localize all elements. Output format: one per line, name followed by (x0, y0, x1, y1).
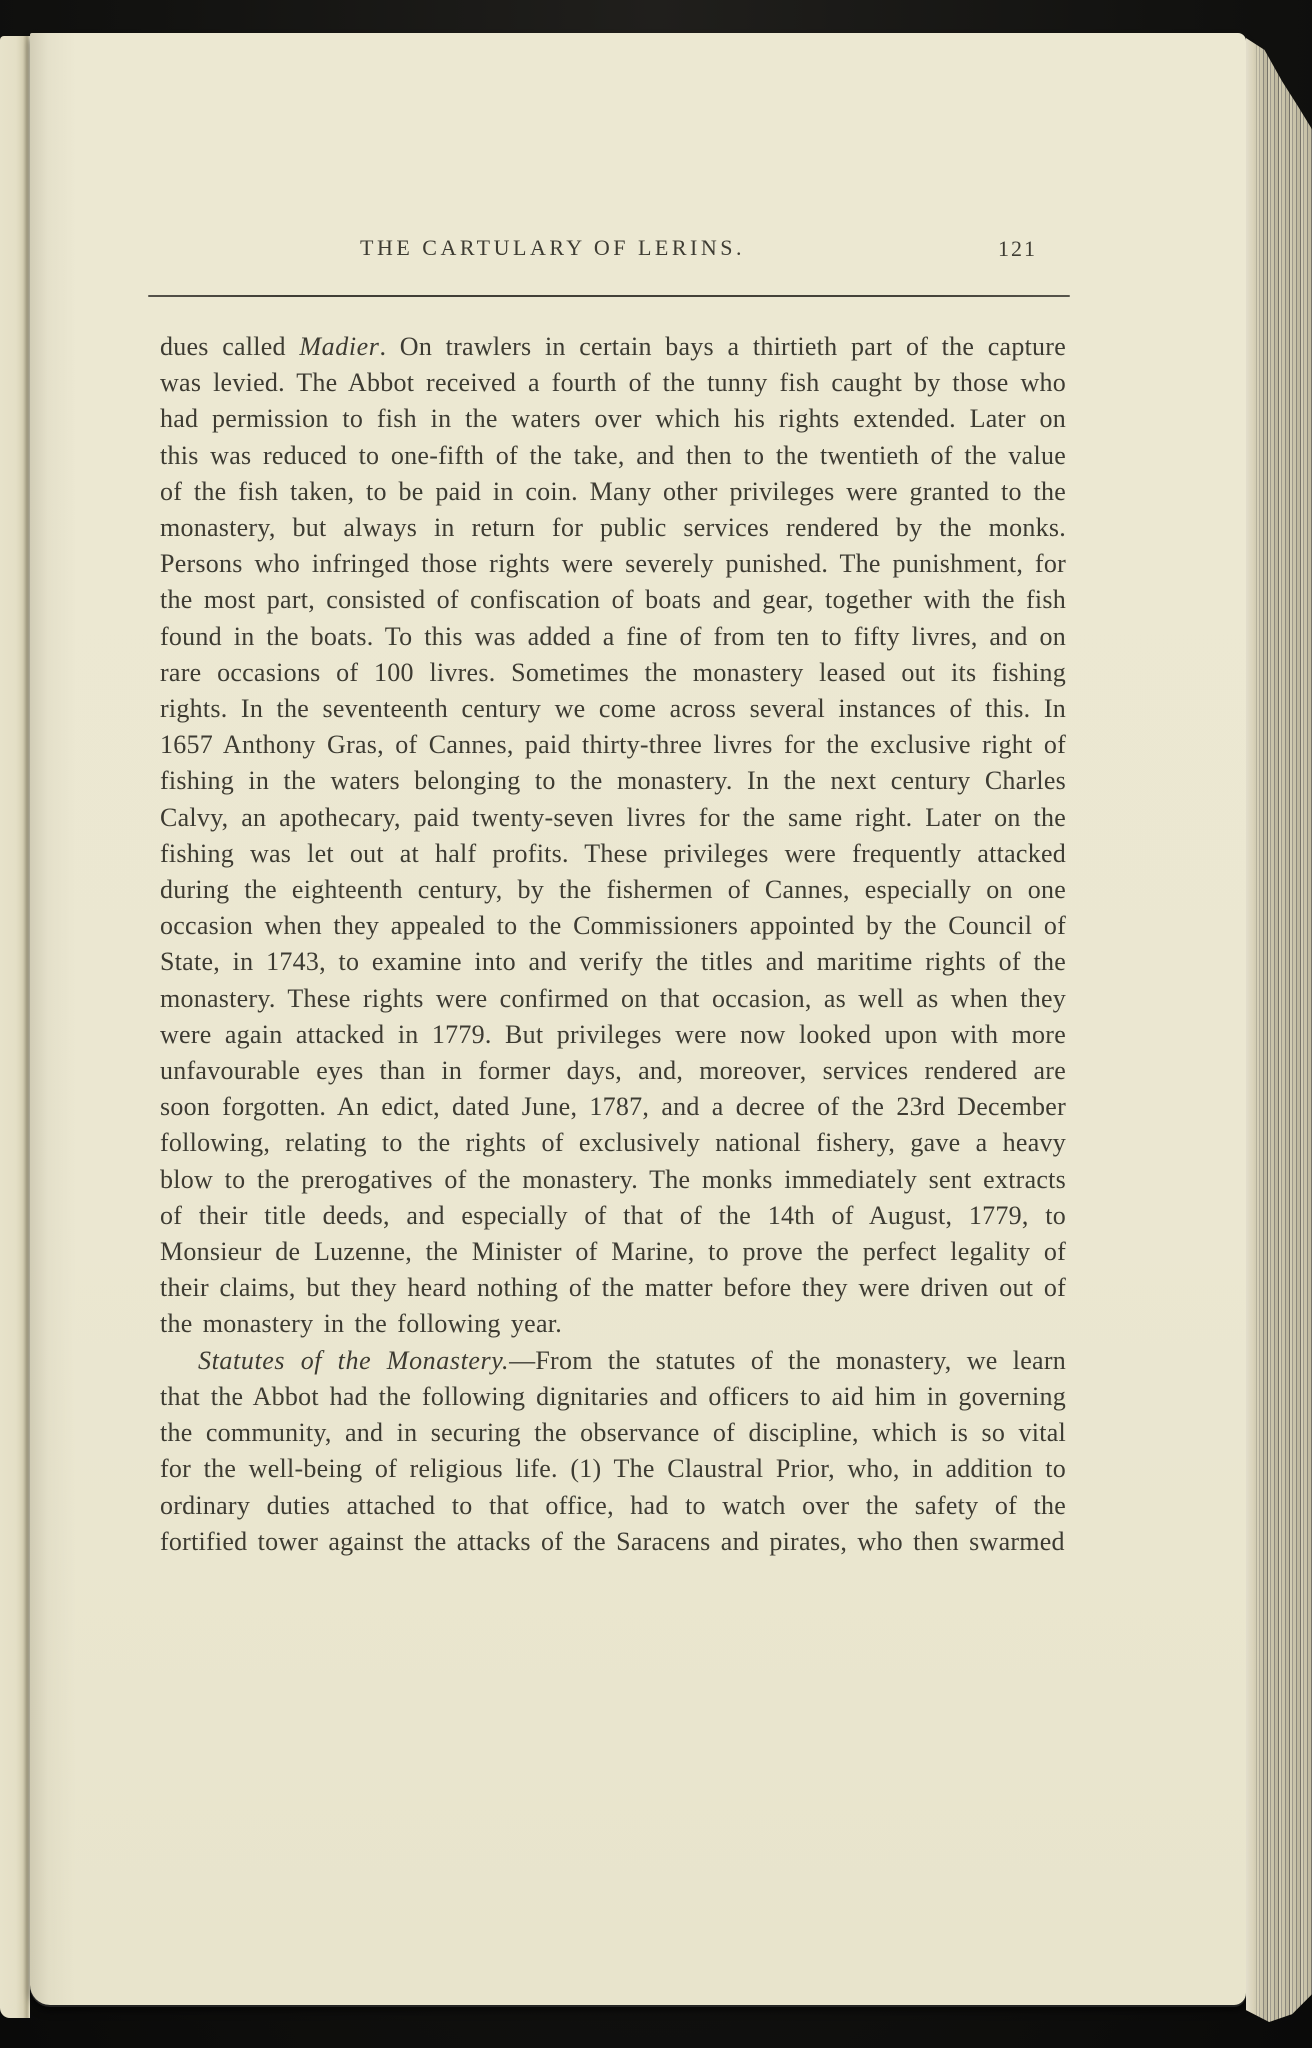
running-title: THE CARTULARY OF LERINS. (360, 235, 745, 260)
paragraph-statutes (160, 1343, 1066, 1560)
book-page (30, 33, 1246, 2005)
italic-lead-statutes: Statutes of the Monastery. (198, 1345, 510, 1375)
opposite-page-edge (0, 36, 30, 2018)
italic-term-madier: Madier (299, 332, 380, 361)
paragraph-fishing-rights (160, 329, 1066, 1343)
page-stack-fore-edge (1246, 38, 1312, 2022)
paragraph-text: dues called (160, 332, 300, 361)
running-head (160, 235, 1065, 269)
paragraph-text: . On trawlers in certain bays a thirtieth part of the capture was levied. The Abbot received a fourth of the tunny fish caught by those who had permission to fish in the waters over which his rights extended. Later on this was reduced to one-fifth of the take, and then to the twentieth of the value of the fish taken, to be paid in coin. Many other privileges were granted to the monastery, but always in return for public services rendered by the monks. Persons who infringed those rights were severely punished. The punishment, for the most part, consisted of confiscation of boats and gear, together with the fish found in the boats. To this was added a fine of from ten to fifty livres, and on rare occasions of 100 livres. Sometimes the monastery leased out its fishing rights. In the seventeenth century we come across several instances of this. In 1657 Anthony Gras, of Cannes, paid thirty-three livres for the exclusive right of fishing in the waters belonging to the monastery. In the next century Charles Calvy, an apothecary, paid twenty-seven livres for the same right. Later on the fishing was let out at half profits. These privileges were frequently attacked during the eighteenth century, by the fishermen of Cannes, especially on one occasion when they appealed to the Commissioners appointed by the Council of State, in 1743, to examine into and verify the titles and maritime rights of the monastery. These rights were confirmed on that occasion, as well as when they were again attacked in 1779. But privileges were now looked upon with more unfavourable eyes than in former days, and, moreover, services rendered are soon forgotten. An edict, dated June, 1787, and a decree of the 23rd December following, relating to the rights of exclusively national fishery, gave a heavy blow to the prerogatives of the monastery. The monks immediately sent extracts of their title deeds, and especially of that of the 14th of August, 1779, to Monsieur de Luzenne, the Minister of Marine, to prove the perfect legality of their claims, but they heard nothing of the matter before they were driven out of the monastery in the following year. (160, 332, 1066, 1339)
header-rule (148, 295, 1070, 297)
page-text (160, 329, 1066, 1560)
paragraph-text: —From the statutes of the monastery, we learn that the Abbot had the following dignitaries and officers to aid him in governing the community, and in securing the observance of discipline, which is so vital for the well-being of religious life. (1) The Claustral Prior, who, in addition to ordinary duties attached to that office, had to watch over the safety of the fortified tower against the attacks of the Saracens and pirates, who then swarmed (160, 1345, 1066, 1556)
page-number: 121 (998, 236, 1037, 261)
